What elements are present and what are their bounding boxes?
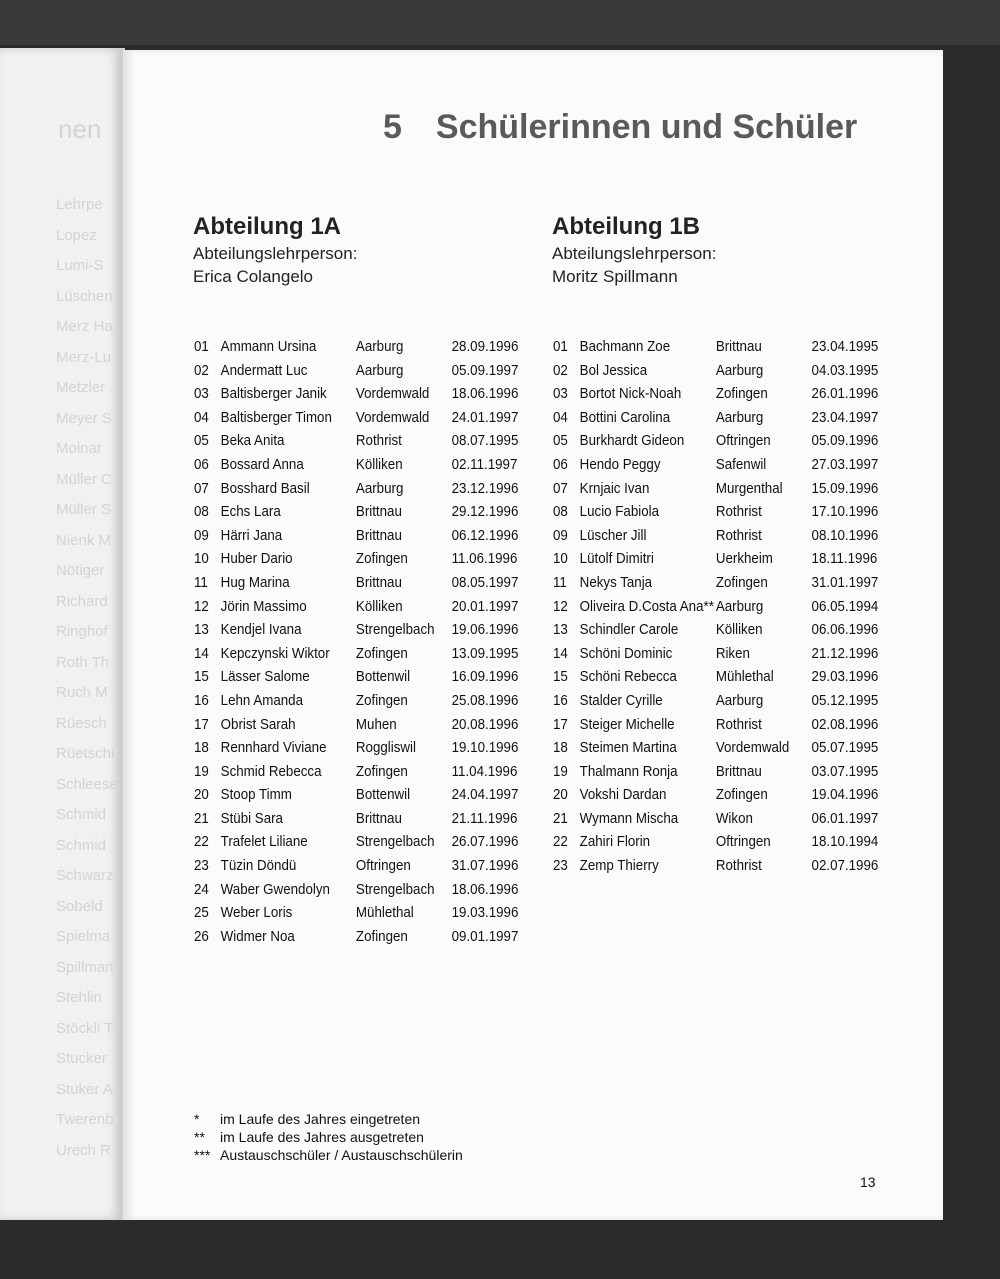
left-page-ghost-text: Müller C — [56, 470, 112, 488]
student-place: Brittnau — [355, 574, 402, 591]
left-page-ghost-text: Ringhof — [56, 623, 108, 640]
legend — [194, 1111, 463, 1165]
student-number: 13 — [194, 622, 209, 639]
student-place: Rothrist — [715, 504, 762, 521]
student-birthdate: 18.06.1996 — [451, 386, 519, 403]
student-name: Bottini Carolina — [579, 409, 671, 426]
student-number: 20 — [553, 787, 568, 804]
left-page-ghost-text: Meyer S — [56, 409, 112, 427]
left-page-ghost-text: Schmid — [56, 806, 107, 823]
department-name: Abteilung 1B — [552, 213, 700, 240]
student-birthdate: 05.09.1997 — [451, 362, 519, 379]
student-name: Waber Gwendolyn — [220, 881, 330, 898]
student-name: Thalmann Ronja — [579, 763, 678, 780]
student-name: Rennhard Viviane — [220, 740, 327, 757]
student-birthdate: 06.12.1996 — [451, 527, 519, 544]
left-page-ghost-text: Stucker — [56, 1050, 107, 1067]
student-place: Zofingen — [355, 551, 408, 568]
student-place: Rothrist — [715, 527, 762, 544]
left-page-ghost-text: Urech R — [56, 1141, 112, 1159]
student-name: Steimen Martina — [579, 740, 677, 757]
student-birthdate: 08.10.1996 — [811, 527, 879, 544]
left-page-ghost-text: Ruch M — [56, 684, 108, 701]
student-birthdate: 29.03.1996 — [811, 669, 879, 686]
student-number: 19 — [194, 763, 209, 780]
legend-item — [194, 1147, 463, 1165]
legend-item — [194, 1111, 463, 1129]
student-place: Bottenwil — [355, 787, 411, 804]
student-birthdate: 29.12.1996 — [451, 504, 519, 521]
legend-text: Austauschschüler / Austauschschülerin — [220, 1147, 463, 1163]
left-page-ghost-text: Merz-Lu — [56, 348, 112, 366]
student-birthdate: 16.09.1996 — [451, 669, 519, 686]
student-name: Ammann Ursina — [220, 339, 317, 355]
chapter-title — [383, 108, 857, 147]
student-place: Uerkheim — [715, 551, 773, 568]
student-name: Bossard Anna — [220, 456, 304, 473]
student-number: 08 — [553, 504, 568, 521]
left-page-ghost-text: Richard — [56, 592, 108, 610]
student-number: 15 — [194, 669, 209, 686]
student-place: Roggliswil — [355, 740, 416, 757]
student-place: Brittnau — [715, 763, 762, 780]
student-number: 12 — [553, 598, 568, 615]
left-page-ghost-text: Schleese — [56, 775, 118, 793]
student-birthdate: 23.04.1995 — [811, 339, 879, 355]
student-place: Rothrist — [715, 716, 762, 733]
left-page-ghost-text: Stuker A — [56, 1080, 113, 1098]
student-number: 04 — [194, 409, 209, 426]
student-place: Kölliken — [355, 598, 403, 615]
student-place: Bottenwil — [355, 669, 411, 686]
student-name: Hug Marina — [220, 574, 290, 591]
student-birthdate: 17.10.1996 — [811, 504, 879, 521]
teacher-label: Abteilungslehrperson: — [552, 244, 717, 263]
student-name: Bachmann Zoe — [579, 339, 671, 355]
left-page-ghost-text: Lopez — [56, 226, 97, 244]
left-page-ghost-text: Stehlin — [56, 989, 102, 1006]
left-page-ghost-text: Schmid — [56, 836, 107, 854]
legend-mark: *** — [194, 1147, 211, 1163]
student-birthdate: 05.09.1996 — [811, 433, 879, 450]
student-name: Stalder Cyrille — [579, 692, 663, 709]
student-birthdate: 31.01.1997 — [811, 574, 879, 591]
student-name: Baltisberger Janik — [220, 386, 327, 403]
student-name: Jörin Massimo — [220, 598, 307, 615]
student-name: Schöni Rebecca — [579, 669, 677, 686]
student-name: Krnjaic Ivan — [579, 480, 650, 497]
student-birthdate: 20.01.1997 — [451, 598, 519, 615]
student-name: Oliveira D.Costa Ana** — [579, 598, 714, 615]
student-birthdate: 04.03.1995 — [811, 362, 879, 379]
student-place: Aarburg — [355, 339, 404, 355]
student-birthdate: 24.01.1997 — [451, 409, 519, 426]
student-number: 15 — [553, 669, 568, 686]
student-place: Oftringen — [715, 834, 771, 851]
student-birthdate: 24.04.1997 — [451, 787, 519, 804]
student-place: Strengelbach — [355, 834, 435, 851]
student-place: Mühlethal — [715, 669, 774, 686]
student-number: 07 — [194, 480, 209, 497]
student-birthdate: 08.07.1995 — [451, 433, 519, 450]
left-page-ghost-text: Metzler — [56, 379, 106, 396]
student-birthdate: 21.12.1996 — [811, 645, 879, 662]
student-number: 22 — [194, 834, 209, 851]
left-page-ghost-text: Spillman — [56, 958, 114, 976]
student-birthdate: 13.09.1995 — [451, 645, 519, 662]
student-number: 02 — [553, 362, 568, 379]
student-birthdate: 05.07.1995 — [811, 740, 879, 757]
department-1b-header — [552, 212, 716, 288]
student-birthdate: 11.06.1996 — [451, 551, 518, 568]
student-name: Trafelet Liliane — [220, 834, 308, 851]
student-number: 16 — [194, 692, 209, 709]
student-place: Kölliken — [715, 622, 763, 639]
student-birthdate: 15.09.1996 — [811, 480, 879, 497]
student-number: 04 — [553, 409, 568, 426]
student-name: Bol Jessica — [579, 362, 648, 379]
student-place: Muhen — [355, 716, 397, 733]
student-birthdate: 28.09.1996 — [451, 339, 519, 355]
student-birthdate: 08.05.1997 — [451, 574, 519, 591]
student-birthdate: 18.11.1996 — [811, 551, 878, 568]
left-page-ghost-text: Rüetschi — [56, 745, 115, 762]
student-birthdate: 19.03.1996 — [451, 905, 519, 922]
student-number: 13 — [553, 622, 568, 639]
student-name: Wymann Mischa — [579, 810, 679, 827]
student-place: Zofingen — [355, 928, 408, 945]
student-number: 12 — [194, 598, 209, 615]
student-number: 23 — [553, 858, 568, 875]
student-place: Safenwil — [715, 456, 767, 473]
scan-background — [0, 0, 1000, 45]
student-place: Kölliken — [355, 456, 403, 473]
legend-mark: * — [194, 1111, 200, 1127]
left-page-ghost-text: Merz Ha — [56, 318, 113, 335]
student-birthdate: 06.06.1996 — [811, 622, 879, 639]
student-birthdate: 18.10.1994 — [811, 834, 879, 851]
student-number: 18 — [194, 740, 209, 757]
chapter-number: 5 — [383, 108, 402, 146]
teacher-label: Abteilungslehrperson: — [193, 244, 358, 263]
page-number: 13 — [860, 1174, 876, 1190]
student-birthdate: 03.07.1995 — [811, 763, 879, 780]
student-number: 22 — [553, 834, 568, 851]
student-place: Oftringen — [715, 433, 771, 450]
student-place: Vordemwald — [355, 386, 430, 403]
student-place: Zofingen — [715, 574, 768, 591]
student-name: Nekys Tanja — [579, 574, 653, 591]
student-place: Aarburg — [715, 409, 764, 426]
student-number: 07 — [553, 480, 568, 497]
student-name: Andermatt Luc — [220, 362, 308, 379]
student-birthdate: 23.04.1997 — [811, 409, 879, 426]
student-name: Stübi Sara — [220, 810, 283, 827]
student-place: Brittnau — [355, 527, 402, 544]
legend-item — [194, 1129, 463, 1147]
student-birthdate: 02.11.1997 — [451, 456, 518, 473]
left-page-ghost-text: Müller S — [56, 501, 112, 518]
student-name: Echs Lara — [220, 504, 281, 521]
student-place: Brittnau — [355, 504, 402, 521]
student-place: Strengelbach — [355, 881, 435, 898]
student-birthdate: 06.05.1994 — [811, 598, 879, 615]
student-place: Zofingen — [355, 692, 408, 709]
left-page-ghost-text: Twerenb — [56, 1111, 114, 1128]
student-name: Baltisberger Timon — [220, 409, 332, 426]
student-name: Hendo Peggy — [579, 456, 661, 473]
department-1a-header — [193, 212, 357, 288]
chapter-title-text: Schülerinnen und Schüler — [435, 108, 858, 146]
student-name: Huber Dario — [220, 551, 293, 568]
legend-text: im Laufe des Jahres eingetreten — [220, 1111, 421, 1127]
student-name: Schöni Dominic — [579, 645, 673, 662]
student-name: Weber Loris — [220, 905, 293, 922]
student-number: 24 — [194, 881, 209, 898]
teacher-name: Erica Colangelo — [193, 267, 314, 286]
student-birthdate: 02.07.1996 — [811, 858, 879, 875]
student-place: Rothrist — [715, 858, 762, 875]
student-number: 09 — [553, 527, 568, 544]
student-birthdate: 19.06.1996 — [451, 622, 519, 639]
student-place: Zofingen — [355, 645, 408, 662]
student-birthdate: 31.07.1996 — [451, 858, 519, 875]
student-place: Vordemwald — [355, 409, 430, 426]
left-page-ghost-text: Sobeld — [56, 897, 103, 915]
student-number: 08 — [194, 504, 209, 521]
left-page-ghost-text: Lehrpe — [56, 196, 103, 213]
student-number: 05 — [553, 433, 568, 450]
student-birthdate: 25.08.1996 — [451, 692, 519, 709]
student-place: Riken — [715, 645, 750, 662]
student-place: Mühlethal — [355, 905, 414, 922]
student-place: Murgenthal — [715, 480, 783, 497]
student-place: Brittnau — [355, 810, 402, 827]
student-number: 05 — [194, 433, 209, 450]
student-number: 03 — [553, 386, 568, 403]
student-place: Strengelbach — [355, 622, 435, 639]
student-birthdate: 21.11.1996 — [451, 810, 518, 827]
student-name: Lässer Salome — [220, 669, 310, 686]
student-number: 01 — [194, 339, 209, 355]
left-page-ghost-text: Spielma — [56, 928, 111, 945]
student-birthdate: 18.06.1996 — [451, 881, 519, 898]
student-number: 02 — [194, 362, 209, 379]
student-birthdate: 27.03.1997 — [811, 456, 879, 473]
student-name: Beka Anita — [220, 433, 285, 450]
student-number: 14 — [553, 645, 568, 662]
student-number: 23 — [194, 858, 209, 875]
student-name: Lehn Amanda — [220, 692, 304, 709]
student-number: 09 — [194, 527, 209, 544]
student-number: 06 — [553, 456, 568, 473]
student-name: Vokshi Dardan — [579, 787, 667, 804]
student-birthdate: 02.08.1996 — [811, 716, 879, 733]
left-page-ghost-text: Nienk M — [56, 531, 112, 549]
student-name: Steiger Michelle — [579, 716, 675, 733]
student-number: 17 — [194, 716, 209, 733]
student-place: Aarburg — [715, 598, 764, 615]
student-place: Aarburg — [355, 480, 404, 497]
student-place: Aarburg — [715, 692, 764, 709]
student-birthdate: 05.12.1995 — [811, 692, 879, 709]
student-place: Wikon — [715, 810, 753, 827]
student-number: 10 — [194, 551, 209, 568]
student-name: Stoop Timm — [220, 787, 292, 804]
left-page-ghost-text: Stöckli T — [56, 1019, 114, 1037]
student-birthdate: 09.01.1997 — [451, 928, 519, 945]
student-number: 16 — [553, 692, 568, 709]
left-page-ghost-text: Roth Th — [56, 653, 110, 671]
legend-text: im Laufe des Jahres ausgetreten — [220, 1129, 424, 1145]
legend-mark: ** — [194, 1129, 205, 1145]
student-birthdate: 19.10.1996 — [451, 740, 519, 757]
student-number: 19 — [553, 763, 568, 780]
student-number: 03 — [194, 386, 209, 403]
left-page-ghost-text: Moinar — [56, 440, 102, 457]
student-name: Burkhardt Gideon — [579, 433, 685, 450]
student-name: Zahiri Florin — [579, 834, 651, 851]
student-name: Zemp Thierry — [579, 858, 659, 875]
student-name: Lütolf Dimitri — [579, 551, 654, 568]
student-name: Lucio Fabiola — [579, 504, 660, 521]
student-birthdate: 26.01.1996 — [811, 386, 879, 403]
left-page-edge — [0, 48, 122, 1220]
student-name: Kendjel Ivana — [220, 622, 302, 639]
student-number: 18 — [553, 740, 568, 757]
student-birthdate: 06.01.1997 — [811, 810, 879, 827]
student-place: Vordemwald — [715, 740, 790, 757]
student-name: Kepczynski Wiktor — [220, 645, 330, 662]
student-number: 17 — [553, 716, 568, 733]
left-page-ghost-text: nen — [58, 114, 102, 144]
left-page-ghost-text: Rüesch — [56, 714, 107, 732]
student-place: Brittnau — [715, 339, 762, 355]
student-place: Zofingen — [355, 763, 408, 780]
student-number: 21 — [194, 810, 209, 827]
left-page-ghost-text: Nötiger — [56, 562, 105, 579]
student-name: Lüscher Jill — [579, 527, 647, 544]
student-place: Aarburg — [715, 362, 764, 379]
student-number: 20 — [194, 787, 209, 804]
student-birthdate: 23.12.1996 — [451, 480, 519, 497]
teacher-name: Moritz Spillmann — [552, 267, 678, 286]
student-name: Obrist Sarah — [220, 716, 296, 733]
student-birthdate: 20.08.1996 — [451, 716, 519, 733]
student-number: 06 — [194, 456, 209, 473]
student-number: 25 — [194, 905, 209, 922]
student-name: Schmid Rebecca — [220, 763, 322, 780]
student-name: Tüzin Döndü — [220, 858, 297, 875]
student-place: Aarburg — [355, 362, 404, 379]
student-number: 11 — [194, 574, 208, 591]
left-page-ghost-text: Lumi-S — [56, 257, 104, 274]
student-birthdate: 19.04.1996 — [811, 787, 879, 804]
student-number: 10 — [553, 551, 568, 568]
left-page-ghost-text: Lüschen — [56, 287, 113, 305]
student-name: Schindler Carole — [579, 622, 679, 639]
student-number: 26 — [194, 928, 209, 945]
student-birthdate: 11.04.1996 — [451, 763, 518, 780]
student-name: Bortot Nick-Noah — [579, 386, 682, 403]
student-place: Zofingen — [715, 787, 768, 804]
student-number: 14 — [194, 645, 209, 662]
student-number: 01 — [553, 339, 568, 355]
student-place: Rothrist — [355, 433, 402, 450]
student-name: Bosshard Basil — [220, 480, 310, 497]
department-name: Abteilung 1A — [193, 213, 341, 240]
student-number: 11 — [553, 574, 567, 591]
left-page-ghost-text: Schwarz — [56, 867, 114, 884]
student-name: Härri Jana — [220, 527, 283, 544]
student-place: Oftringen — [355, 858, 411, 875]
student-birthdate: 26.07.1996 — [451, 834, 519, 851]
student-name: Widmer Noa — [220, 928, 295, 945]
student-number: 21 — [553, 810, 568, 827]
student-place: Zofingen — [715, 386, 768, 403]
